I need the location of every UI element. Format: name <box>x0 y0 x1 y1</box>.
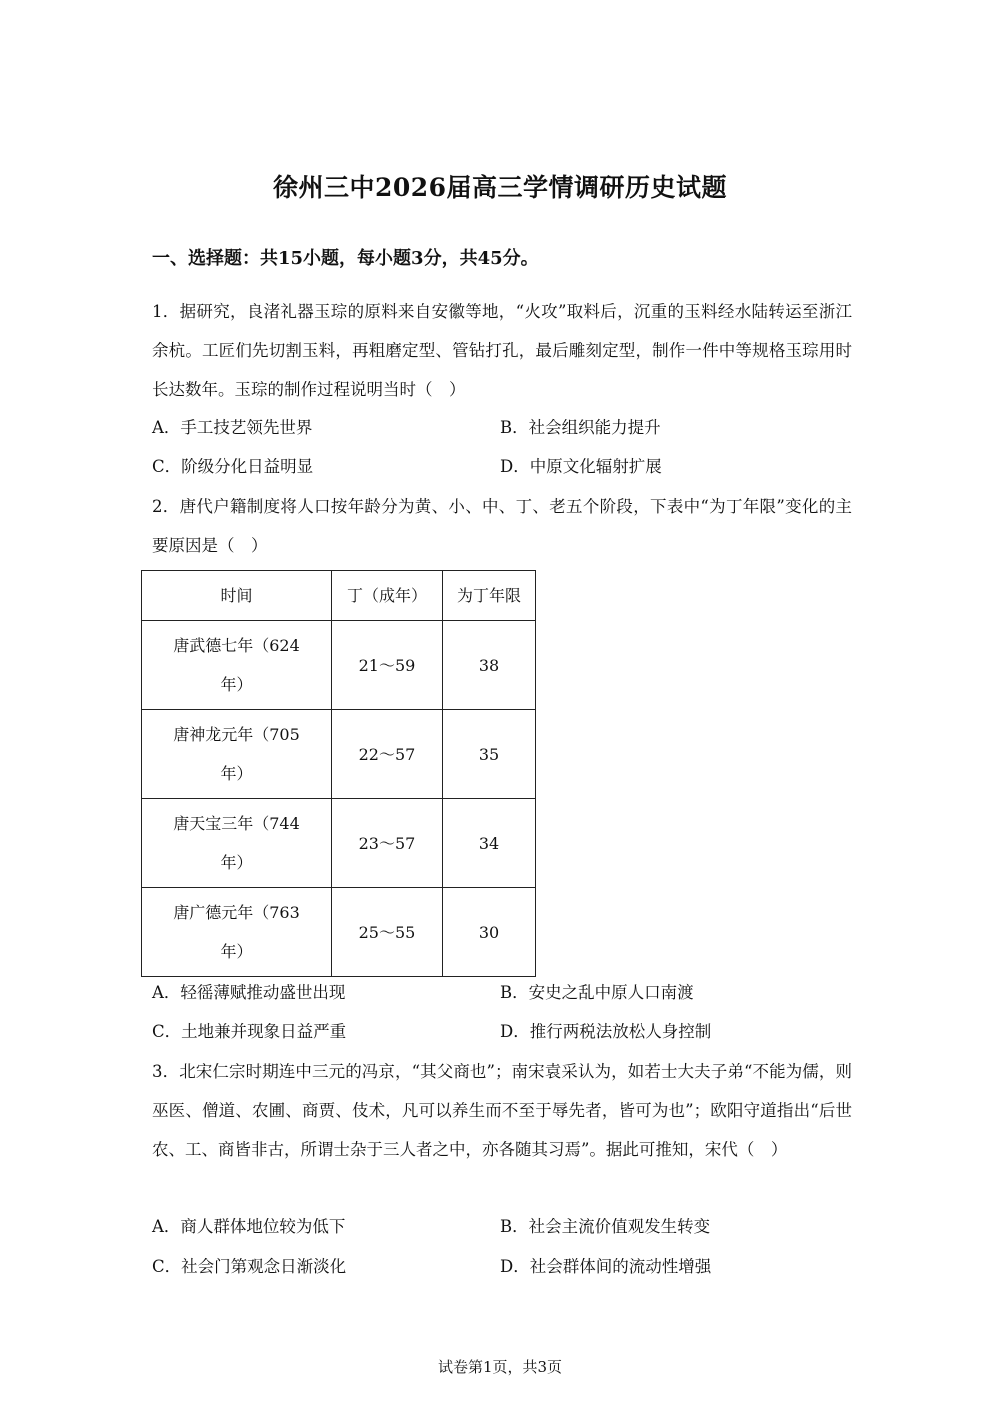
table-cell: 30 <box>443 888 536 977</box>
q3-option-b: B．社会主流价值观发生转变 <box>500 1217 711 1236</box>
question-2-stem: 2．唐代户籍制度将人口按年龄分为黄、小、中、丁、老五个阶段，下表中“为丁年限”变化的主要原因是（ ） <box>152 497 852 555</box>
exam-title: 徐州三中2026届高三学情调研历史试题 <box>272 173 728 202</box>
table-cell: 25～55 <box>332 888 443 977</box>
age-table <box>141 570 536 977</box>
table-cell: 38 <box>443 621 536 710</box>
q2-option-b: B．安史之乱中原人口南渡 <box>500 983 694 1002</box>
table-cell <box>142 710 332 799</box>
cell-text: 唐武德七年（624年） <box>173 636 300 694</box>
table-cell: 21～59 <box>332 621 443 710</box>
q3-option-d: D．社会群体间的流动性增强 <box>500 1257 712 1276</box>
cell-text: 唐广德元年（763年） <box>173 903 300 961</box>
table-row <box>142 888 536 977</box>
q1-option-a: A．手工技艺领先世界 <box>152 418 313 437</box>
page-footer: 试卷第1页，共3页 <box>437 1358 563 1376</box>
table-cell <box>142 799 332 888</box>
table-header-cell: 为丁年限 <box>443 571 536 621</box>
table-row <box>142 710 536 799</box>
table-cell: 22～57 <box>332 710 443 799</box>
cell-text: 唐天宝三年（744年） <box>173 814 300 872</box>
q1-option-d: D．中原文化辐射扩展 <box>500 457 662 476</box>
q3-option-a: A．商人群体地位较为低下 <box>152 1217 346 1236</box>
table-row <box>142 621 536 710</box>
q2-option-c: C．土地兼并现象日益严重 <box>152 1022 347 1041</box>
table-header-cell: 丁（成年） <box>332 571 443 621</box>
cell-text: 唐神龙元年（705年） <box>173 725 300 783</box>
question-3-stem: 3．北宋仁宗时期连中三元的冯京，“其父商也”；南宋袁采认为，如若士大夫子弟“不能为儒，则巫医、僧道、农圃、商贾、伎术，凡可以养生而不至于辱先者，皆可为也”；欧阳守道指出“后世农、工、商皆非古，所谓士杂于三人者之中，亦各随其习焉”。据此可推知，宋代（ ） <box>152 1062 852 1159</box>
q2-option-a: A．轻徭薄赋推动盛世出现 <box>152 983 346 1002</box>
table-cell: 23～57 <box>332 799 443 888</box>
table-cell <box>142 888 332 977</box>
table-cell <box>142 621 332 710</box>
q1-option-b: B．社会组织能力提升 <box>500 418 661 437</box>
table-row <box>142 799 536 888</box>
table-header-row <box>142 571 536 621</box>
q2-option-d: D．推行两税法放松人身控制 <box>500 1022 712 1041</box>
table-cell: 34 <box>443 799 536 888</box>
q3-option-c: C．社会门第观念日渐淡化 <box>152 1257 347 1276</box>
question-1-stem: 1．据研究，良渚礼器玉琮的原料来自安徽等地，“火攻”取料后，沉重的玉料经水陆转运至浙江余杭。工匠们先切割玉料，再粗磨定型、管钻打孔，最后雕刻定型，制作一件中等规格玉琮用时长达数年。玉琮的制作过程说明当时（ ） <box>152 302 852 399</box>
section-heading: 一、选择题：共15小题，每小题3分，共45分。 <box>152 248 539 269</box>
table-header-cell: 时间 <box>142 571 332 621</box>
table-cell: 35 <box>443 710 536 799</box>
q1-option-c: C．阶级分化日益明显 <box>152 457 314 476</box>
